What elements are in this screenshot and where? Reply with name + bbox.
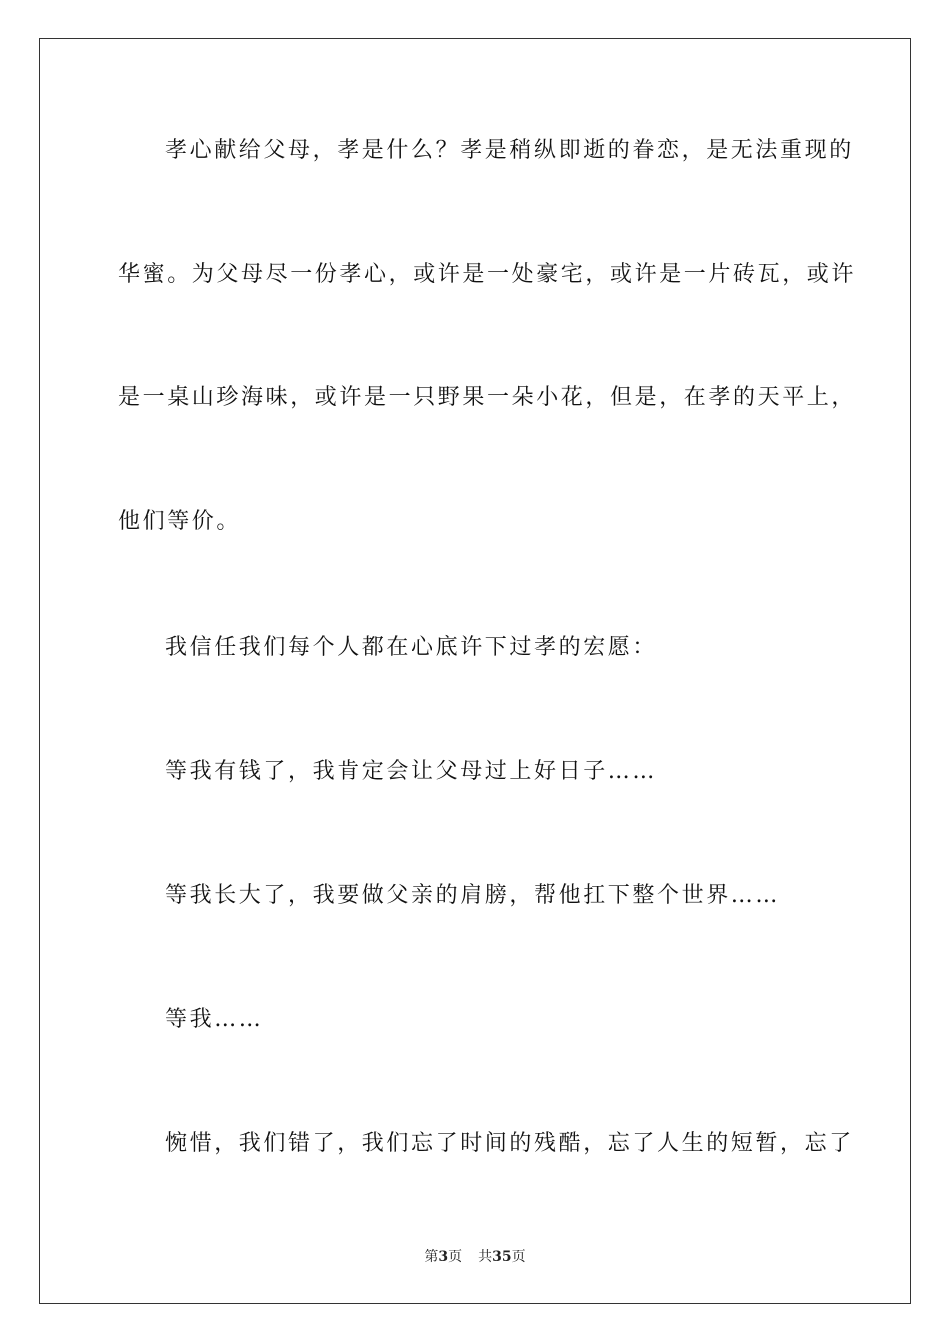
footer-total-number: 35 <box>492 1249 512 1265</box>
paragraph-line-5: 我信任我们每个人都在心底许下过孝的宏愿： <box>165 635 658 660</box>
footer-page-number: 3 <box>438 1249 449 1265</box>
footer-page-suffix: 页 <box>448 1249 463 1265</box>
footer-page-prefix: 第 <box>424 1249 439 1265</box>
footer-total-prefix: 共 <box>478 1249 493 1265</box>
paragraph-line-4: 他们等价。 <box>118 509 242 534</box>
paragraph-line-2: 华蜜。为父母尽一份孝心，或许是一处豪宅，或许是一片砖瓦，或许 <box>118 262 857 287</box>
page-border <box>39 38 911 1304</box>
page-footer <box>0 1248 950 1266</box>
paragraph-line-8: 等我…… <box>165 1007 264 1032</box>
paragraph-line-3: 是一桌山珍海味，或许是一只野果一朵小花，但是，在孝的天平上， <box>118 385 857 410</box>
footer-total-suffix: 页 <box>511 1249 526 1265</box>
paragraph-line-1: 孝心献给父母，孝是什么？孝是稍纵即逝的眷恋，是无法重现的 <box>165 138 854 163</box>
paragraph-line-9: 惋惜，我们错了，我们忘了时间的残酷，忘了人生的短暂，忘了 <box>165 1131 854 1156</box>
paragraph-line-7: 等我长大了，我要做父亲的肩膀，帮他扛下整个世界…… <box>165 883 781 908</box>
paragraph-line-6: 等我有钱了，我肯定会让父母过上好日子…… <box>165 759 658 784</box>
